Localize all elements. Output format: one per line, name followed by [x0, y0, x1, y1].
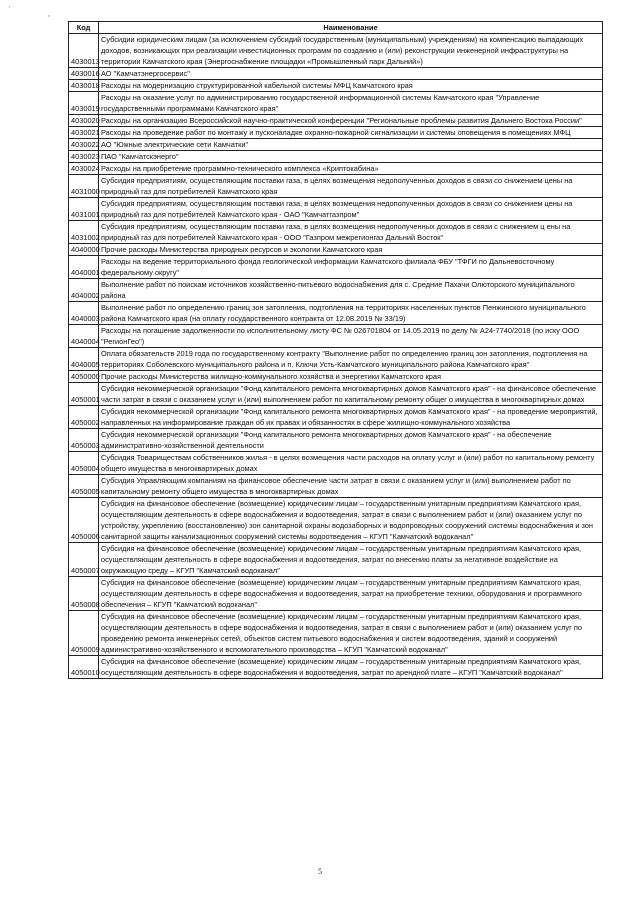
row-code: 4040002 — [69, 279, 99, 302]
row-code: 4030021 — [69, 127, 99, 139]
scan-speck: ' — [48, 14, 50, 22]
row-name: Субсидия на финансовое обеспечение (возмещение) юридическим лицам – государственным унитарным предприятиям Камчатского края, осуществляющим деятельность в сфере водоснабжения и водоотведения, затрат в связи с выполнением работ и (или) оказанием услуг по устройству, укреплению (восстановлению) зон санитарной охраны водозаборных и водопроводных сооружений системы водоснабжения и зон санитарной защиты канализационных сооружений системы водоотведения – КГУП "Камчатский водоканал" — [99, 498, 603, 543]
row-code: 4030016 — [69, 68, 99, 80]
row-name: Расходы на приобретение программно-технического комплекса «Криптокабина» — [99, 163, 603, 175]
row-name: Субсидия некоммерческой организации "Фонд капитального ремонта многоквартирных домов Камчатского края" - на финансовое обеспечение части затрат в связи с оказанием услуг и (или) выполнением работ по капитальному ремонту общег о имущества в многоквартирных домах — [99, 383, 603, 406]
table-row — [69, 221, 603, 244]
row-code: 4040003 — [69, 302, 99, 325]
row-name: Расходы на ведение территориального фонда геологической информации Камчатского филиала ФБУ "ТФГИ по Дальневосточному федеральному округу" — [99, 256, 603, 279]
row-name: Расходы на проведение работ по монтажу и пусконаладке охранно-пожарной сигнализации и системы оповещения в помещениях МФЦ — [99, 127, 603, 139]
row-name: Субсидия на финансовое обеспечение (возмещение) юридическим лицам – государственным унитарным предприятиям Камчатского края, осуществляющим деятельность в сфере водоснабжения и водоотведения, затрат по арендной плате – КГУП "Камчатский водоканал" — [99, 656, 603, 679]
table-row — [69, 452, 603, 475]
table-row — [69, 371, 603, 383]
row-code: 4030018 — [69, 80, 99, 92]
table-row — [69, 429, 603, 452]
row-name: Расходы на погашение задолженности по исполнительному листу ФС № 026701804 от 14.05.2019 по делу № А24-7740/2018 (по иску ООО "РегионГео") — [99, 325, 603, 348]
row-name: Расходы на модернизацию структурированной кабельной системы МФЦ Камчатского края — [99, 80, 603, 92]
row-code: 4050005 — [69, 475, 99, 498]
table-row — [69, 198, 603, 221]
row-code: 4040005 — [69, 348, 99, 371]
row-name: Субсидия Управляющим компаниям на финансовое обеспечение части затрат в связи с оказанием услуг и (или) выполнением работ по капитальному ремонту общего имущества в многоквартирных домах — [99, 475, 603, 498]
table-row — [69, 406, 603, 429]
row-name: Прочие расходы Министерства природных ресурсов и экологии Камчатского края — [99, 244, 603, 256]
row-name: Расходы на организацию Всероссийской научно-практической конференции "Региональные проблемы развития Дальнего Востока России" — [99, 115, 603, 127]
row-code: 4040004 — [69, 325, 99, 348]
row-name: Субсидия на финансовое обеспечение (возмещение) юридическим лицам – государственным унитарным предприятиям Камчатского края, осуществляющим деятельность в сфере водоснабжения и водоотведения, затрат в связи с выполнением работ и (или) оказанием услуг по проведению ремонта инженерных сетей, объектов систем питьевого водоснабжения и систем водоотведения, зданий и сооружений административно-хозяйственного и вспомогательного производства – КГУП "Камчатский водоканал" — [99, 611, 603, 656]
row-name: АО "Южные электрические сети Камчатки" — [99, 139, 603, 151]
row-name: Расходы на оказание услуг по администрированию государственной информационной системы Камчатского края "Управление государственными программами Камчатского края" — [99, 92, 603, 115]
table-row — [69, 543, 603, 577]
row-name: АО "Камчатэнергосервис" — [99, 68, 603, 80]
row-name: Субсидия предприятиям, осуществляющим поставки газа, в целях возмещения недополученных доходов в связи со снижением цены на природный газ для потребителей Камчатского края - ОАО "Камчатгазпром" — [99, 198, 603, 221]
table-row — [69, 68, 603, 80]
row-code: 4040001 — [69, 256, 99, 279]
row-code: 4031002 — [69, 221, 99, 244]
row-code: 4030019 — [69, 92, 99, 115]
row-code: 4030023 — [69, 151, 99, 163]
table-row — [69, 302, 603, 325]
table-row — [69, 80, 603, 92]
row-name: Выполнение работ по поискам источников хозяйственно-питьевого водоснабжения для с. Средние Пахачи Олюторского муниципального района — [99, 279, 603, 302]
row-code: 4050002 — [69, 406, 99, 429]
row-name: Субсидия на финансовое обеспечение (возмещение) юридическим лицам – государственным унитарным предприятиям Камчатского края, осуществляющим деятельность в сфере водоснабжения и водоотведения, затрат на приобретение техники, оборудования и программного обеспечения – КГУП "Камчатский водоканал" — [99, 577, 603, 611]
table-row — [69, 92, 603, 115]
row-code: 4050001 — [69, 383, 99, 406]
table-row — [69, 656, 603, 679]
row-name: ПАО "Камчатскэнерго" — [99, 151, 603, 163]
table-row — [69, 498, 603, 543]
row-code: 4050008 — [69, 577, 99, 611]
row-code: 4031001 — [69, 198, 99, 221]
table-row — [69, 163, 603, 175]
table-row — [69, 139, 603, 151]
table-row — [69, 115, 603, 127]
table-row — [69, 175, 603, 198]
table-row — [69, 256, 603, 279]
table-row — [69, 127, 603, 139]
table-row — [69, 475, 603, 498]
table-row — [69, 577, 603, 611]
scan-speck: ` — [8, 6, 12, 14]
row-code: 4050009 — [69, 611, 99, 656]
row-code: 4050007 — [69, 543, 99, 577]
table-row — [69, 34, 603, 68]
table-row — [69, 244, 603, 256]
row-code: 4030013 — [69, 34, 99, 68]
table-row — [69, 279, 603, 302]
row-name: Субсидии юридическим лицам (за исключением субсидий государственным (муниципальным) учреждениям) на компенсацию выпадающих доходов, возникающих при реализации инвестиционных программ по созданию и (или) реконструкции инженерной инфраструктуры на территории Камчатского края (Энергоснабжение площадки «Промышленный парк Дальний») — [99, 34, 603, 68]
row-code: 4030020 — [69, 115, 99, 127]
row-code: 4030022 — [69, 139, 99, 151]
budget-codes-table — [68, 21, 603, 679]
row-code: 4031000 — [69, 175, 99, 198]
row-code: 4050003 — [69, 429, 99, 452]
row-name: Субсидия предприятиям, осуществляющим поставки газа, в целях возмещения недополученных доходов в связи с снижением ц ены на природный газ для потребителей Камчатского края - ООО "Газпром межрегионгаз Дальний Восток" — [99, 221, 603, 244]
row-name: Оплата обязательств 2019 года по государственному контракту "Выполнение работ по определению границ зон затопления, подтопления на территориях Соболевского муниципального района и п. Ключи Усть-Камчатского муниципального района Камчатского края" — [99, 348, 603, 371]
row-name: Субсидия некоммерческой организации "Фонд капитального ремонта многоквартирных домов Камчатского края" - на обеспечение административно-хозяйственной деятельности — [99, 429, 603, 452]
row-code: 4050010 — [69, 656, 99, 679]
table-row — [69, 151, 603, 163]
table-row — [69, 348, 603, 371]
row-code: 4050006 — [69, 498, 99, 543]
row-name: Субсидия предприятиям, осуществляющим поставки газа, в целях возмещения недополученных доходов в связи со снижением цены на природный газ для потребителей Камчатского края — [99, 175, 603, 198]
row-name: Выполнение работ по определению границ зон затопления, подтопления на территориях населенных пунктов Пенжинского муниципального района Камчатского края (на оплату государственного контракта от 12.08.2019 № 33/19) — [99, 302, 603, 325]
header-code: Код — [69, 22, 99, 34]
header-name: Наименование — [99, 22, 603, 34]
row-name: Субсидия некоммерческой организации "Фонд капитального ремонта многоквартирных домов Камчатского края" - на проведение мероприятий, направленных на информирование граждан об их правах и обязанностях в сфере жилищно-коммунального хозяйства — [99, 406, 603, 429]
table-row — [69, 611, 603, 656]
table-row — [69, 325, 603, 348]
row-code: 4050000 — [69, 371, 99, 383]
row-name: Прочие расходы Министерства жилищно-коммунального хозяйства и энергетики Камчатского края — [99, 371, 603, 383]
row-name: Субсидия Товариществам собственников жилья - в целях возмещения части расходов на оплату услуг и (или) работ по капитальному ремонту общего имущества в многоквартирных домах — [99, 452, 603, 475]
row-code: 4040000 — [69, 244, 99, 256]
row-code: 4050004 — [69, 452, 99, 475]
row-code: 4030024 — [69, 163, 99, 175]
page-number: 5 — [318, 867, 322, 876]
table-row — [69, 383, 603, 406]
row-name: Субсидия на финансовое обеспечение (возмещение) юридическим лицам – государственным унитарным предприятиям Камчатского края, осуществляющим деятельность в сфере водоснабжения и водоотведения, затрат по внесению платы за негативное воздействие на окружающую среду – КГУП "Камчатский водоканал" — [99, 543, 603, 577]
table-header-row — [69, 22, 603, 34]
